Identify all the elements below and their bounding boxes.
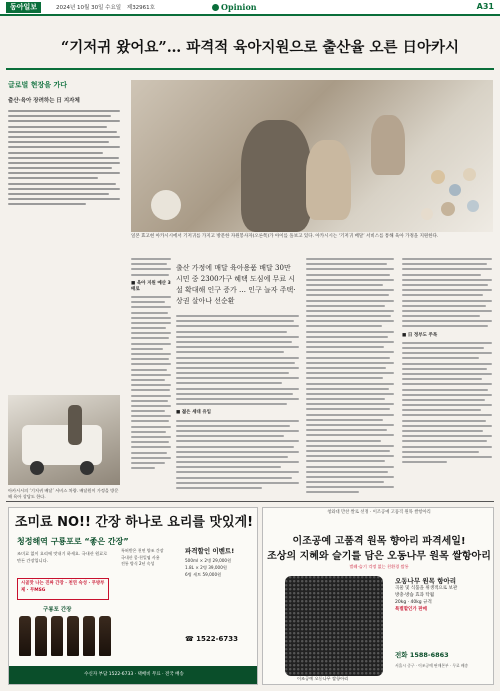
- ad-headline-2: 조상의 지혜와 슬기를 담은 오동나무 원목 쌀항아리: [267, 551, 491, 562]
- ad-brand: 구룡포 간장: [43, 607, 72, 613]
- phone-icon: ☎: [185, 635, 197, 643]
- article-subhead: 출산·육아 장려하는 日 지자체: [8, 98, 80, 104]
- left-column: [8, 80, 120, 205]
- ad-tagline: 벌레·습기 걱정 없는 친환경 쌀통: [349, 564, 409, 569]
- soy-bottle-icon: [67, 616, 79, 656]
- body-column-3: [176, 315, 299, 489]
- column-subhead: ■ 젊은 세대 유입: [176, 410, 212, 416]
- issue-number: 제32961호: [126, 5, 155, 11]
- event-title: 파격할인 이벤트!: [185, 547, 235, 555]
- page-number: A31: [476, 2, 494, 11]
- ad-subtitle: 청정해역 구룡포로 “좋은 간장”: [17, 537, 129, 546]
- soy-bottle-icon: [19, 616, 31, 656]
- newspaper-logo[interactable]: 동아일보: [6, 2, 41, 13]
- column-subhead: ■ 日 정부도 주목: [402, 332, 438, 338]
- section-dot-icon: [212, 4, 219, 11]
- body-column-2: [131, 258, 171, 469]
- ad-product-details: 특허받은 천연 양조 간장 국내산 콩·천일염 사용 전통 방식 2년 숙성: [121, 548, 164, 566]
- section-divider: [6, 68, 494, 70]
- ad-address: 서울시 중구 · 이조공예 판매본부 · 무료 배송: [395, 663, 469, 668]
- rice-jar-advertisement[interactable]: [262, 507, 494, 685]
- left-column-text: [8, 110, 120, 205]
- article-kicker: 글로벌 현장을 가다: [8, 81, 67, 89]
- masthead-bar: [0, 0, 500, 16]
- ad-phone-number[interactable]: ☎ 1522-6733: [185, 635, 239, 643]
- ad-phone-number[interactable]: 전화 1588-6863: [395, 651, 449, 659]
- dateline: [56, 3, 155, 11]
- info-headline: 오동나무 원목 항아리: [395, 577, 457, 585]
- ad-product-info: 오동나무 원목 항아리 곡물 및 식품을 위생적으로 보관 방충·방습 효과 탁월 20kg · 40kg 규격 특별할인가 판매: [395, 578, 491, 613]
- soy-bottle-icon: [35, 616, 47, 656]
- article-headline[interactable]: “기저귀 왔어요”… 파격적 육아지원으로 출산율 오른 日아카시: [60, 39, 460, 56]
- ad-footer: 수신자 부담 1522-6733 · 택배비 무료 · 전국 배송: [9, 666, 258, 684]
- ad-headline: 조미료 NO!! 간장 하나로 요리를 맛있게!: [14, 515, 254, 530]
- ad-event: 파격할인 이벤트! 500ml × 2병 29,000원 1.8L × 2병 39,000원 6병 세트 59,000원: [185, 548, 253, 578]
- body-column-4: [306, 258, 394, 493]
- soy-sauce-advertisement[interactable]: [8, 507, 258, 685]
- ad-feature-box: 시골맛 나는 진짜 간장 · 천연 숙성 · 무방부제 · 무MSG: [17, 578, 109, 600]
- ad-headline: 이조공예 고품격 원목 향아리 파격세일!: [292, 536, 466, 547]
- rice-jar-label: 이조공예 오동나무 쌀항아리: [297, 676, 349, 681]
- secondary-photo-caption: 아카시시의 ‘기저귀 배달’ 서비스 차량. 배달원이 가정을 방문해 육아 상담도 한다.: [8, 488, 119, 499]
- main-photo-caption: 일본 효고현 아카시시에서 기저귀를 가지고 방문한 자원봉사자(오른쪽)가 아이를 돌보고 있다. 아카시시는 ‘기저귀 배달’ 서비스를 통해 육아 가정을 지원한다.: [131, 234, 439, 239]
- column-subhead: ■ 육아 지원 예산 3배로: [131, 280, 171, 292]
- ad-divider: [6, 501, 494, 502]
- issue-date: 2024년 10월 30일 수요일: [56, 5, 122, 11]
- secondary-article-photo[interactable]: [8, 395, 120, 485]
- ad-description: 조미료 없이 요리에 맛내기 하세요. 국내산 원료로 만든 간장입니다.: [17, 551, 108, 563]
- soy-bottle-icon: [99, 616, 111, 656]
- soy-bottle-icon: [83, 616, 95, 656]
- info-sale: 특별할인가 판매: [395, 607, 427, 612]
- soy-bottle-icon: [51, 616, 63, 656]
- section-label: [212, 2, 257, 12]
- main-article-photo[interactable]: [131, 80, 493, 232]
- ad-top-note: 청와대 만찬 쌀로 선정 · 이조공예 고품격 원목 쌀항아리: [327, 510, 431, 515]
- rice-jar-image: [285, 576, 383, 676]
- body-column-5: [402, 258, 492, 463]
- section-name: Opinion: [221, 2, 257, 12]
- pull-quote: 출산 가정에 매달 육아용품 배달 30만 시민 중 2300가구 혜택 도심에 무료 시설 확대해 인구 증가 … 인구 늘자 주택·상권 살아나 선순환: [176, 264, 296, 305]
